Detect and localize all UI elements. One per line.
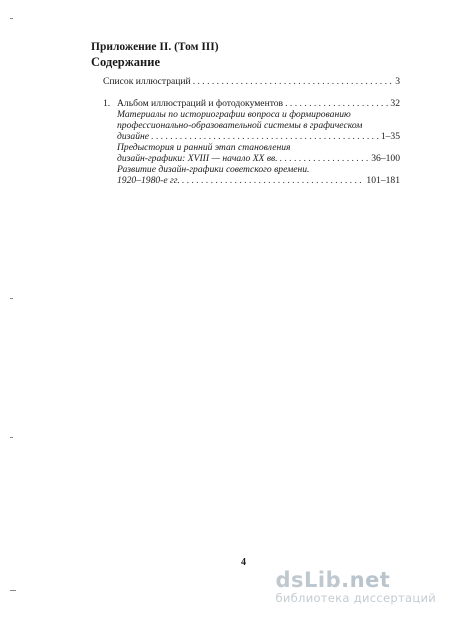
scan-mark bbox=[10, 298, 13, 299]
toc-subentry-prehistory bbox=[117, 153, 400, 164]
toc-subentry-materials bbox=[117, 131, 400, 142]
toc-entry-label: Список иллюстраций bbox=[103, 76, 191, 87]
toc-entry-illustrations bbox=[103, 76, 400, 87]
toc-subentry-line: Развитие дизайн-графики советского времени. bbox=[117, 164, 310, 175]
scan-mark bbox=[10, 18, 13, 19]
leader-dots bbox=[182, 175, 365, 186]
toc-subentry-soviet bbox=[117, 175, 400, 186]
toc-entry-page: 36–100 bbox=[371, 153, 400, 164]
toc-entry-album bbox=[117, 98, 400, 109]
toc-entry-page: 3 bbox=[395, 76, 400, 87]
watermark-logo: dsLib.net bbox=[275, 568, 391, 592]
toc-entry-label: 1920–1980-е гг. bbox=[117, 175, 180, 186]
watermark-subtitle: библиотека диссертаций bbox=[275, 591, 436, 605]
contents-heading: Содержание bbox=[91, 55, 161, 69]
toc-subentry-line: Предыстория и ранний этап становления bbox=[117, 142, 291, 153]
scan-mark bbox=[10, 590, 16, 591]
toc-entry-label: дизайн-графики: XVIII — начало XX вв. bbox=[117, 153, 278, 164]
page-number: 4 bbox=[241, 557, 246, 568]
leader-dots bbox=[285, 98, 388, 109]
toc-entry-number: 1. bbox=[103, 98, 111, 109]
toc-subentry-line: профессионально-образовательной системы в графическом bbox=[117, 120, 363, 131]
toc-entry-label: Альбом иллюстраций и фотодокументов bbox=[117, 98, 284, 109]
appendix-title: Приложение II. (Том III) bbox=[91, 41, 219, 53]
toc-entry-page: 32 bbox=[390, 98, 400, 109]
scan-mark bbox=[10, 437, 13, 438]
toc-entry-page: 1–35 bbox=[380, 131, 400, 142]
leader-dots bbox=[193, 76, 394, 87]
toc-subentry-line: Материалы по историографии вопроса и формированию bbox=[117, 109, 351, 120]
leader-dots bbox=[280, 153, 370, 164]
toc-entry-label: дизайне bbox=[117, 131, 150, 142]
watermark bbox=[275, 569, 436, 605]
toc-entry-page: 101–181 bbox=[366, 175, 400, 186]
leader-dots bbox=[151, 131, 379, 142]
